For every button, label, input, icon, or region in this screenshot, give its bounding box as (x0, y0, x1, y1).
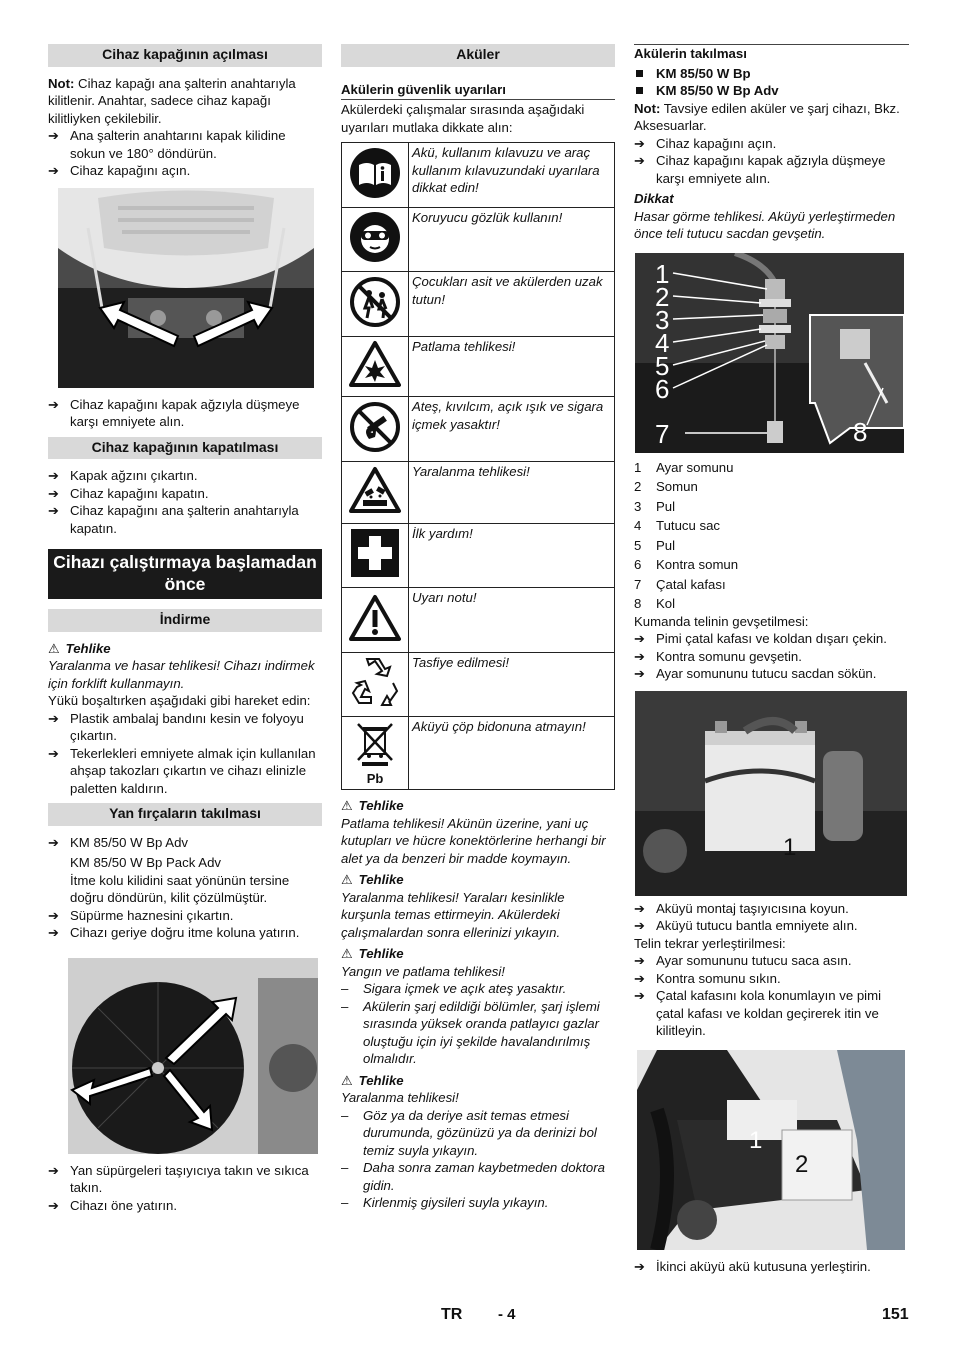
danger-text: Patlama tehlikesi! Akünün üzerine, yani uç kutupları ve hücre konektörlerine herhangi bir alet ya da benzeri bir madde koymayın. (341, 815, 606, 866)
footer-local-page: - 4 (498, 1306, 516, 1323)
manual-icon (342, 143, 409, 208)
step: ➔ Aküyü tutucu bantla emniyete alın. (634, 917, 909, 935)
warning-triangle-icon: ⚠ (341, 1072, 353, 1088)
photo-cable-detail (635, 253, 904, 453)
callout-4: 4 (655, 327, 670, 358)
step: ➔ Cihaz kapağını kapak ağzıyla düşmeye karşı emniyete alın. (48, 396, 322, 431)
callout-6: 6 (655, 373, 670, 404)
step: ➔ Ana şalterin anahtarını kapak kilidine sokun ve 180° döndürün. (48, 127, 322, 162)
photo-second-battery (637, 1050, 905, 1250)
step: ➔ Kontra somunu sıkın. (634, 970, 909, 988)
heading-batteries: Aküler (341, 44, 615, 67)
warning-triangle-icon: ⚠ (341, 872, 353, 887)
warning-triangle-icon: ⚠ (341, 946, 353, 961)
danger-label: ⚠ Tehlike (341, 872, 404, 887)
note: Not: Cihaz kapağı ana şalterin anahtarıyla kilitlenir. Anahtar, sadece cihaz kapağı kilitliyken çekilebilir. (48, 75, 296, 126)
symbol-text: Patlama tehlikesi! (409, 337, 615, 397)
cover-open-illustration (58, 188, 314, 388)
table-row (342, 462, 615, 524)
note: Not: Tavsiye edilen aküler ve şarj cihazı, Bkz. Aksesuarlar. (634, 100, 900, 133)
column-3 (634, 44, 909, 1275)
list-item: 5 Pul (634, 537, 676, 553)
column-2 (341, 44, 615, 1212)
callout-2: 2 (655, 281, 670, 312)
photo-cover-open (58, 188, 314, 388)
heading-unloading: İndirme (48, 609, 322, 632)
step: ➔ Cihaz kapağını açın. (48, 162, 322, 180)
step: ➔ Cihazı geriye doğru itme koluna yatırın. (48, 924, 322, 942)
model-item: KM 85/50 W Bp (634, 65, 909, 83)
first-aid-icon (342, 524, 409, 588)
parts-legend (634, 459, 909, 613)
list-item: 7 Çatal kafası (634, 576, 726, 592)
no-fire-icon (342, 397, 409, 462)
step: ➔ Kapak ağzını çıkartın. (48, 467, 322, 485)
pb-label: Pb (366, 771, 384, 787)
corrosive-icon (342, 462, 409, 524)
list-item: 2 Somun (634, 479, 698, 494)
table-row (342, 337, 615, 397)
caution-text: Hasar görme tehlikesi. Aküyü yerleştirmeden önce teli tutucu sacdan gevşetin. (634, 208, 896, 241)
danger-label: ⚠ Tehlike (341, 798, 404, 813)
model-name: KM 85/50 W Bp Pack Adv (70, 855, 221, 870)
table-row (342, 588, 615, 653)
step: ➔ Cihazı öne yatırın. (48, 1197, 322, 1215)
table-row (342, 208, 615, 272)
step: ➔ Ayar somununu tutucu saca asın. (634, 952, 909, 970)
explosion-icon (342, 337, 409, 397)
step: ➔ Tekerlekleri emniyete almak için kullanılan ahşap takozları çıkartın ve cihazı elinizle paletten kaldırın. (48, 745, 322, 798)
step: ➔ Çatal kafasını kola konumlayın ve pimi çatal kafası ve koldan geçirerek itin ve kilitleyin. (634, 987, 909, 1040)
table-row (342, 524, 615, 588)
list-item: 4 Tutucu sac (634, 518, 721, 533)
callout-1: 1 (749, 1126, 763, 1154)
symbol-text: Aküyü çöp bidonuna atmayın! (409, 717, 615, 790)
heading-open-cover: Cihaz kapağının açılması (48, 44, 322, 67)
second-battery-illustration (637, 1050, 905, 1250)
step: ➔ Yan süpürgeleri taşıyıcıya takın ve sıkıca takın. (48, 1162, 322, 1197)
step: ➔ Cihaz kapağını kapatın. (48, 485, 322, 503)
danger-label: ⚠ Tehlike (48, 640, 111, 656)
list-item: – Akülerin şarj edildiği bölümler, şarj işlemi sırasında yüksek oranda patlayıcı gazlar oluştuğu için iyi şekilde havalandırılmış olmalıdır. (341, 998, 615, 1068)
paragraph: Telin tekrar yerleştirilmesi: (634, 935, 786, 951)
caution-label: Dikkat (634, 191, 674, 206)
recycle-icon (342, 653, 409, 717)
side-brush-illustration (68, 958, 318, 1154)
paragraph: Yükü boşaltırken aşağıdaki gibi hareket edin: (48, 693, 311, 708)
list-item: – Daha sonra zaman kaybetmeden doktora gidin. (341, 1159, 615, 1194)
cable-detail-illustration (635, 253, 904, 453)
warning-icon (342, 588, 409, 653)
heading-side-brushes: Yan fırçaların takılması (48, 803, 322, 826)
list-item: – Sigara içmek ve açık ateş yasaktır. (341, 980, 615, 998)
symbol-text: Akü, kullanım kılavuzu ve araç kullanım kılavuzundaki uyarılara dikkat edin! (409, 143, 615, 208)
step: ➔ Cihaz kapağını ana şalterin anahtarıyla kapatın. (48, 502, 322, 537)
paragraph: Akülerdeki çalışmalar sırasında aşağıdaki uyarıları mutlaka dikkate alın: (341, 102, 585, 135)
subheading-safety: Akülerin güvenlik uyarıları (341, 81, 615, 101)
callout-2: 2 (795, 1150, 809, 1178)
danger-text: Yangın ve patlama tehlikesi! (341, 963, 505, 979)
paragraph: İtme kolu kilidini saat yönünün tersine doğru döndürün, kilit çözülmüştür. (70, 872, 290, 905)
no-children-icon (342, 272, 409, 337)
symbol-text: Tasfiye edilmesi! (409, 653, 615, 717)
danger-label: ⚠ Tehlike (341, 946, 404, 961)
callout-1: 1 (655, 258, 670, 289)
step: ➔ Plastik ambalaj bandını kesin ve folyoyu çıkartın. (48, 710, 322, 745)
symbol-text: Çocukları asit ve akülerden uzak tutun! (409, 272, 615, 337)
callout-7: 7 (655, 418, 670, 449)
symbol-text: Ateş, kıvılcım, açık ışık ve sigara içmek yasaktır! (409, 397, 615, 462)
step: ➔ Kontra somunu gevşetin. (634, 648, 909, 666)
symbol-text: Uyarı notu! (409, 588, 615, 653)
table-row (342, 143, 615, 208)
goggles-icon (342, 208, 409, 272)
battery-placement-illustration (635, 691, 907, 896)
warning-triangle-icon: ⚠ (48, 640, 60, 656)
section-title-before-operation: Cihazı çalıştırmaya başlamadan önce (48, 549, 322, 599)
symbol-text: Yaralanma tehlikesi! (409, 462, 615, 524)
list-item: 1 Ayar somunu (634, 459, 734, 475)
list-item: 6 Kontra somun (634, 557, 739, 572)
danger-text: Yaralanma tehlikesi! Yaraları kesinlikle kurşunla temas ettirmeyin. Akülerdeki çalışmalardan sonra ellerinizi yıkayın. (341, 889, 565, 940)
page-number: 151 (882, 1306, 909, 1323)
step: ➔ İkinci aküyü akü kutusuna yerleştirin. (634, 1258, 909, 1276)
danger-label: ⚠ Tehlike (341, 1072, 404, 1088)
danger-text: Yaralanma tehlikesi! (341, 1090, 459, 1105)
list-item: 3 Pul (634, 498, 676, 514)
photo-side-brush (68, 958, 318, 1154)
column-1 (48, 44, 322, 1214)
callout-8: 8 (853, 416, 868, 447)
step-model: ➔ KM 85/50 W Bp Adv (48, 834, 322, 852)
step: ➔ Pimi çatal kafası ve koldan dışarı çekin. (634, 630, 909, 648)
paragraph: Kumanda telinin gevşetilmesi: (634, 613, 809, 629)
callout-1: 1 (783, 833, 797, 861)
step: ➔ Süpürme haznesini çıkartın. (48, 907, 322, 925)
photo-battery-placement (635, 691, 907, 896)
safety-symbol-table (341, 142, 615, 790)
symbol-text: İlk yardım! (409, 524, 615, 588)
table-row (342, 653, 615, 717)
subheading-install: Akülerin takılması (634, 44, 909, 64)
callout-5: 5 (655, 350, 670, 381)
list-item: 8 Kol (634, 596, 676, 611)
no-bin-icon (342, 717, 409, 790)
warning-triangle-icon: ⚠ (341, 798, 353, 813)
footer-lang: TR (441, 1306, 463, 1323)
list-item: – Göz ya da deriye asit temas etmesi durumunda, gözünüzü ya da derinizi bol temiz suyla yıkayın. (341, 1107, 615, 1160)
step: ➔ Cihaz kapağını açın. (634, 135, 909, 153)
model-item: KM 85/50 W Bp Adv (634, 82, 909, 100)
heading-close-cover: Cihaz kapağının kapatılması (48, 437, 322, 460)
danger-text: Yaralanma ve hasar tehlikesi! Cihazı indirmek için forklift kullanmayın. (48, 658, 315, 691)
table-row (342, 272, 615, 337)
step: ➔ Ayar somununu tutucu sacdan sökün. (634, 665, 909, 683)
table-row (342, 717, 615, 790)
step: ➔ Aküyü montaj taşıyıcısına koyun. (634, 900, 909, 918)
symbol-text: Koruyucu gözlük kullanın! (409, 208, 615, 272)
table-row (342, 397, 615, 462)
list-item: – Kirlenmiş giysileri suyla yıkayın. (341, 1194, 615, 1212)
callout-3: 3 (655, 304, 670, 335)
step: ➔ Cihaz kapağını kapak ağzıyla düşmeye karşı emniyete alın. (634, 152, 909, 187)
